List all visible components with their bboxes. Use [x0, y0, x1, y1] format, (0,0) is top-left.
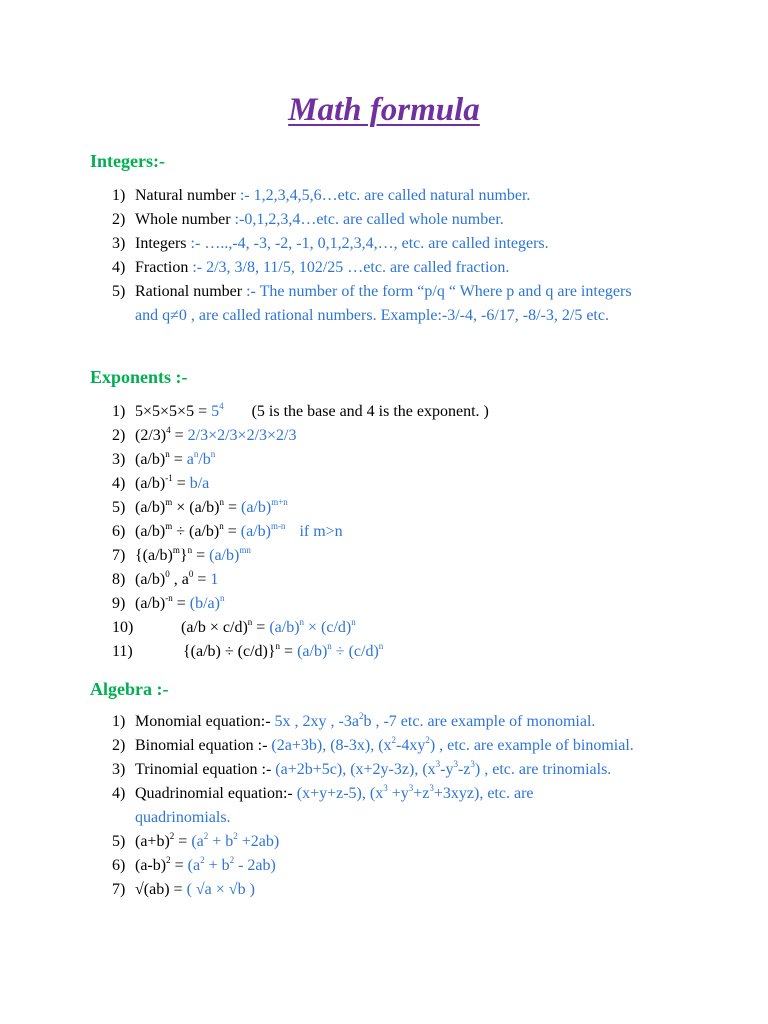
exponent: 3 — [383, 783, 388, 793]
algebra-heading: Algebra :- — [90, 679, 169, 699]
term-label: Trinomial equation :- — [135, 761, 276, 778]
formula-lhs: (2/3) — [135, 427, 167, 444]
formula-rhs: (a — [187, 857, 201, 874]
formula-rhs-part: × (c/d) — [304, 619, 352, 636]
exponent: 2 — [358, 711, 364, 721]
exponent: n — [193, 449, 199, 459]
exponent: n — [299, 617, 305, 627]
formula-rhs-part: ÷ (c/d) — [331, 643, 379, 660]
list-item — [0, 568, 723, 592]
term-definition-part: +3xyz), etc. are quadrinomials. — [135, 785, 534, 826]
exponent: n — [219, 521, 224, 531]
exponent: m-n — [270, 521, 286, 531]
item-number: 10) — [112, 619, 134, 636]
term-definition: (2a+3b), (8-3x), (x — [271, 737, 392, 754]
equals-sign: = — [172, 595, 190, 612]
exponent: 0 — [188, 569, 194, 579]
equals-sign: = — [223, 499, 241, 516]
exponent: m — [172, 545, 180, 555]
item-number: 3) — [112, 451, 126, 468]
item-number: 1) — [112, 713, 126, 730]
term-label: Natural number — [135, 187, 240, 204]
item-number: 5) — [112, 283, 126, 300]
list-item — [0, 400, 723, 424]
exponent: 2 — [203, 831, 209, 841]
equals-sign: = — [193, 571, 211, 588]
formula-lhs-part: } — [179, 547, 188, 564]
exponent: 3 — [429, 783, 434, 793]
formula-lhs: {(a/b) — [135, 547, 173, 564]
formula-lhs: (a/b) — [135, 595, 166, 612]
item-number: 1) — [112, 403, 126, 420]
formula-rhs-part: /b — [198, 451, 211, 468]
formula-rhs: 5 — [211, 403, 220, 420]
list-item — [0, 280, 675, 328]
formula-lhs: (a/b) — [135, 523, 166, 540]
formula-rhs-part: +2ab) — [237, 833, 280, 850]
term-separator: :- — [246, 283, 260, 300]
exponent: mn — [239, 545, 251, 555]
item-number: 7) — [112, 881, 126, 898]
equals-sign: = — [252, 619, 270, 636]
equals-sign: = — [169, 451, 187, 468]
term-definition-part: -4xy — [396, 737, 426, 754]
exponent: n — [219, 593, 225, 603]
formula-condition: if m>n — [299, 523, 343, 540]
exponent: n — [165, 449, 170, 459]
exponent: 2 — [166, 855, 171, 865]
exponent: 2 — [233, 831, 238, 841]
exponent: 3 — [408, 783, 414, 793]
term-separator: :- — [234, 211, 245, 228]
exponent: 2 — [229, 855, 235, 865]
term-definition: (x+y+z-5), (x — [296, 785, 384, 802]
item-number: 6) — [112, 523, 126, 540]
exponent: 3 — [435, 759, 441, 769]
term-label: Integers — [135, 235, 191, 252]
term-label: Whole number — [135, 211, 235, 228]
list-item — [0, 592, 723, 616]
item-number: 4) — [112, 785, 126, 802]
exponent: n — [247, 617, 253, 627]
term-definition-part: +y — [387, 785, 409, 802]
formula-lhs-part: , a — [169, 571, 189, 588]
list-item — [0, 640, 723, 664]
exponent: m — [165, 497, 173, 507]
equals-sign: = — [170, 427, 188, 444]
page-title: Math formula — [288, 92, 480, 128]
formula-note: (5 is the base and 4 is the exponent. ) — [251, 403, 489, 420]
exponent: 2 — [391, 735, 397, 745]
exponent: n — [219, 497, 224, 507]
item-number: 1) — [112, 187, 126, 204]
term-separator: :- — [192, 259, 207, 276]
exponent: n — [275, 641, 281, 651]
formula-lhs: 5×5×5×5 = — [135, 403, 212, 420]
exponent: 2 — [425, 735, 430, 745]
formula-lhs-part: × (a/b) — [172, 499, 220, 516]
term-definition: 5x , 2xy , -3a — [274, 713, 359, 730]
list-item — [0, 734, 675, 758]
item-number: 2) — [112, 737, 126, 754]
list-item — [0, 184, 675, 208]
equals-sign: = — [172, 475, 190, 492]
term-label: Quadrinomial equation:- — [135, 785, 297, 802]
list-item — [0, 496, 723, 520]
exponent: 4 — [219, 401, 224, 411]
item-number: 7) — [112, 547, 126, 564]
formula-rhs: (a/b) — [209, 547, 240, 564]
formula-rhs-part: + b — [208, 833, 234, 850]
term-definition: 1,2,3,4,5,6…etc. are called natural number. — [253, 187, 531, 204]
equals-sign: = — [280, 643, 298, 660]
term-definition-part: b , -7 etc. are example of monomial. — [363, 713, 596, 730]
term-label: Monomial equation:- — [135, 713, 275, 730]
algebra-list — [0, 710, 675, 902]
item-number: 5) — [112, 499, 126, 516]
exponent: 4 — [166, 425, 171, 435]
formula-rhs: (a/b) — [240, 499, 272, 516]
term-label: Rational number — [135, 283, 247, 300]
list-item — [0, 256, 675, 280]
formula-lhs: {(a/b) ÷ (c/d)} — [183, 643, 276, 660]
equals-sign: = — [192, 547, 210, 564]
exponent: 2 — [169, 831, 175, 841]
term-separator: :- — [239, 187, 254, 204]
exponent: n — [327, 641, 332, 651]
formula-rhs: ( √a × √b ) — [186, 881, 255, 898]
equals-sign: = — [223, 523, 241, 540]
term-definition-part: -y — [440, 761, 454, 778]
exponents-heading: Exponents :- — [90, 367, 188, 387]
item-number: 6) — [112, 857, 126, 874]
formula-rhs: (b/a) — [189, 595, 220, 612]
formula-rhs: (a/b) — [297, 643, 328, 660]
term-definition-part: ) , etc. are example of binomial. — [429, 737, 634, 754]
exponent: m+n — [271, 497, 288, 507]
list-item — [0, 616, 723, 640]
item-number: 3) — [112, 235, 126, 252]
item-number: 5) — [112, 833, 126, 850]
formula-rhs: a — [186, 451, 194, 468]
integers-heading: Integers:- — [90, 151, 165, 171]
exponent: 3 — [453, 759, 458, 769]
equals-sign: = — [174, 833, 192, 850]
formula-rhs: (a/b) — [269, 619, 300, 636]
exponent: m — [165, 521, 173, 531]
list-item — [0, 448, 723, 472]
item-number: 9) — [112, 595, 126, 612]
formula-rhs: (a/b) — [240, 523, 271, 540]
exponent: n — [351, 617, 356, 627]
formula-rhs: 1 — [210, 571, 219, 588]
formula-rhs: 2/3×2/3×2/3×2/3 — [187, 427, 297, 444]
formula-rhs: (a — [191, 833, 204, 850]
list-item — [0, 232, 675, 256]
term-definition: …..,-4, -3, -2, -1, 0,1,2,3,4,…, etc. are called integers. — [204, 235, 549, 252]
term-label: Fraction — [135, 259, 193, 276]
formula-lhs: (a/b) — [135, 571, 166, 588]
exponent: -1 — [165, 473, 173, 483]
list-item — [0, 544, 723, 568]
item-number: 2) — [112, 211, 126, 228]
list-item — [0, 758, 675, 782]
item-number: 2) — [112, 427, 126, 444]
list-item — [0, 520, 723, 544]
list-item — [0, 878, 675, 902]
exponent: 2 — [200, 855, 205, 865]
list-item — [0, 710, 675, 734]
item-number: 4) — [112, 259, 126, 276]
exponents-list — [0, 400, 723, 664]
formula-rhs-part: + b — [204, 857, 230, 874]
equals-sign: = — [170, 857, 188, 874]
list-item — [0, 208, 675, 232]
term-definition: (a+2b+5c), (x+2y-3z), (x — [275, 761, 436, 778]
formula-rhs-part: - 2ab) — [234, 857, 276, 874]
list-item — [0, 424, 723, 448]
formula-lhs-part: ÷ (a/b) — [172, 523, 220, 540]
integers-list — [0, 184, 675, 328]
item-number: 4) — [112, 475, 126, 492]
item-number: 8) — [112, 571, 126, 588]
item-number: 3) — [112, 761, 126, 778]
term-definition-part: -z — [457, 761, 471, 778]
formula-lhs: (a+b) — [135, 833, 170, 850]
exponent: 0 — [165, 569, 170, 579]
term-definition: The number of the form “p/q “ Where p and q are integers and q≠0 , are called rational numbers. Example:-3/-4, -6/17, -8/-3, 2/5 etc. — [135, 283, 632, 324]
formula-lhs: (a/b) — [135, 499, 166, 516]
exponent: 3 — [470, 759, 475, 769]
formula-lhs: (a/b × c/d) — [181, 619, 248, 636]
term-separator: :- — [190, 235, 205, 252]
formula-lhs: (a/b) — [135, 475, 166, 492]
term-definition-part: ) , etc. are trinomials. — [474, 761, 612, 778]
list-item — [0, 854, 675, 878]
formula-lhs: (a-b) — [135, 857, 167, 874]
term-definition: 2/3, 3/8, 11/5, 102/25 …etc. are called fraction. — [206, 259, 510, 276]
exponent: n — [378, 641, 384, 651]
list-item — [0, 830, 675, 854]
exponent: -n — [165, 593, 173, 603]
formula-lhs: √(ab) = — [135, 881, 187, 898]
exponent: n — [187, 545, 193, 555]
term-definition-part: +z — [413, 785, 430, 802]
formula-rhs: b/a — [189, 475, 210, 492]
exponent: n — [210, 449, 216, 459]
list-item — [0, 782, 675, 830]
formula-lhs: (a/b) — [135, 451, 166, 468]
item-number: 11) — [112, 643, 133, 660]
list-item — [0, 472, 723, 496]
term-label: Binomial equation :- — [135, 737, 272, 754]
term-definition: 0,1,2,3,4…etc. are called whole number. — [244, 211, 504, 228]
